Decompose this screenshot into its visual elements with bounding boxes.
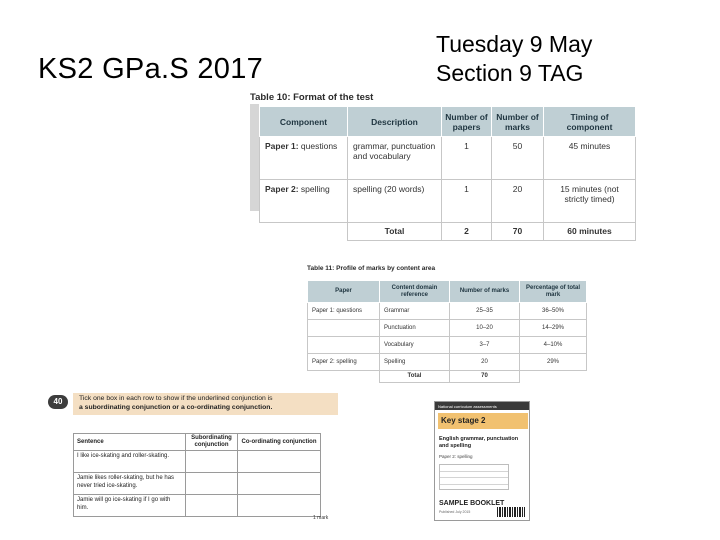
slide-title: KS2 GPa.S 2017 bbox=[38, 53, 264, 85]
barcode-icon bbox=[497, 507, 525, 517]
profile-table-image bbox=[307, 265, 587, 383]
conjunction-table bbox=[73, 433, 321, 517]
table-header: Percentage of total mark bbox=[520, 281, 587, 303]
table-header: Number of marks bbox=[492, 107, 544, 137]
table-cell: Total bbox=[348, 223, 442, 241]
table-row bbox=[308, 354, 587, 371]
table-total-row bbox=[308, 371, 587, 383]
question-instruction bbox=[73, 393, 338, 415]
table-cell: 25–35 bbox=[450, 303, 520, 320]
table-cell bbox=[260, 137, 348, 180]
tick-box bbox=[186, 473, 238, 495]
tick-box bbox=[186, 495, 238, 517]
table-cell: 70 bbox=[450, 371, 520, 383]
table-header: Timing of component bbox=[544, 107, 636, 137]
booklet-published: Published July 2015 bbox=[439, 510, 471, 514]
table-cell: 1 bbox=[442, 137, 492, 180]
table-cell: Paper 2: spelling bbox=[308, 354, 380, 371]
table-cell: 60 minutes bbox=[544, 223, 636, 241]
instruction-line: Tick one box in each row to show if the underlined conjunction is bbox=[79, 395, 273, 402]
component-label: Paper 1: bbox=[265, 141, 299, 151]
table-cell: 20 bbox=[492, 180, 544, 223]
table-cell: 50 bbox=[492, 137, 544, 180]
booklet-top-label: National curriculum assessments bbox=[435, 402, 530, 410]
sentence-cell: I like ice-skating and roller-skating. bbox=[74, 451, 186, 473]
table-row bbox=[308, 320, 587, 337]
table-row bbox=[308, 303, 587, 320]
booklet-sample-label: SAMPLE BOOKLET bbox=[439, 500, 505, 507]
booklet-heading: English grammar, punctuation and spelling bbox=[439, 436, 519, 449]
table-row bbox=[260, 180, 636, 223]
table-cell bbox=[308, 320, 380, 337]
subtitle-line-date: Tuesday 9 May bbox=[436, 31, 593, 57]
sentence-cell: Jamie will go ice-skating if I go with him. bbox=[74, 495, 186, 517]
table-row bbox=[74, 451, 321, 473]
table-header-row bbox=[308, 281, 587, 303]
table-cell bbox=[260, 223, 348, 241]
table-cell: 15 minutes (not strictly timed) bbox=[544, 180, 636, 223]
table-cell: Total bbox=[380, 371, 450, 383]
booklet-key-stage: Key stage 2 bbox=[438, 413, 528, 429]
table-header-row bbox=[260, 107, 636, 137]
table-cell bbox=[308, 371, 380, 383]
subtitle-line-section: Section 9 TAG bbox=[436, 60, 584, 86]
table-row bbox=[74, 495, 321, 517]
table-cell: 20 bbox=[450, 354, 520, 371]
tick-box bbox=[238, 473, 321, 495]
component-text: spelling bbox=[298, 184, 330, 194]
slide-subtitle bbox=[436, 30, 592, 88]
tick-box bbox=[238, 495, 321, 517]
format-table-stripe bbox=[250, 104, 259, 211]
booklet-form-grid bbox=[439, 464, 509, 490]
tick-box bbox=[238, 451, 321, 473]
table-header: Number of marks bbox=[450, 281, 520, 303]
profile-table-caption: Table 11: Profile of marks by content area bbox=[307, 265, 436, 272]
table-row bbox=[260, 137, 636, 180]
table-row bbox=[308, 337, 587, 354]
instruction-line: a subordinating conjunction or a co-ordinating conjunction. bbox=[79, 403, 273, 411]
table-cell: 29% bbox=[520, 354, 587, 371]
table-cell: 36–50% bbox=[520, 303, 587, 320]
sample-booklet-cover bbox=[434, 401, 530, 521]
table-cell: Grammar bbox=[380, 303, 450, 320]
table-cell: spelling (20 words) bbox=[348, 180, 442, 223]
table-cell: 10–20 bbox=[450, 320, 520, 337]
component-label: Paper 2: bbox=[265, 184, 299, 194]
table-total-row bbox=[260, 223, 636, 241]
table-header: Component bbox=[260, 107, 348, 137]
sentence-cell: Jamie likes roller-skating, but he has never tried ice-skating. bbox=[74, 473, 186, 495]
table-cell: Punctuation bbox=[380, 320, 450, 337]
question-40-image bbox=[48, 393, 340, 521]
table-header: Paper bbox=[308, 281, 380, 303]
profile-table bbox=[307, 280, 587, 383]
table-header: Subordinating conjunction bbox=[186, 434, 238, 451]
table-cell: Spelling bbox=[380, 354, 450, 371]
table-header: Sentence bbox=[74, 434, 186, 451]
format-table-caption: Table 10: Format of the test bbox=[250, 92, 374, 103]
table-header: Content domain reference bbox=[380, 281, 450, 303]
table-cell: 14–29% bbox=[520, 320, 587, 337]
table-header-row bbox=[74, 434, 321, 451]
table-cell: 4–10% bbox=[520, 337, 587, 354]
table-cell bbox=[520, 371, 587, 383]
table-cell: 45 minutes bbox=[544, 137, 636, 180]
table-cell: 70 bbox=[492, 223, 544, 241]
table-cell: 3–7 bbox=[450, 337, 520, 354]
table-cell bbox=[308, 337, 380, 354]
table-cell bbox=[260, 180, 348, 223]
table-cell: Paper 1: questions bbox=[308, 303, 380, 320]
table-row bbox=[74, 473, 321, 495]
table-cell: grammar, punctuation and vocabulary bbox=[348, 137, 442, 180]
question-number-badge: 40 bbox=[48, 395, 68, 409]
component-text: questions bbox=[298, 141, 338, 151]
table-cell: 2 bbox=[442, 223, 492, 241]
form-line bbox=[440, 478, 508, 485]
booklet-paper: Paper 2: spelling bbox=[439, 454, 473, 459]
table-header: Co-ordinating conjunction bbox=[238, 434, 321, 451]
mark-label: 1 mark bbox=[313, 515, 329, 521]
format-table-image bbox=[250, 92, 636, 239]
tick-box bbox=[186, 451, 238, 473]
table-cell: Vocabulary bbox=[380, 337, 450, 354]
format-table bbox=[259, 106, 636, 241]
table-header: Number of papers bbox=[442, 107, 492, 137]
table-cell: 1 bbox=[442, 180, 492, 223]
table-header: Description bbox=[348, 107, 442, 137]
